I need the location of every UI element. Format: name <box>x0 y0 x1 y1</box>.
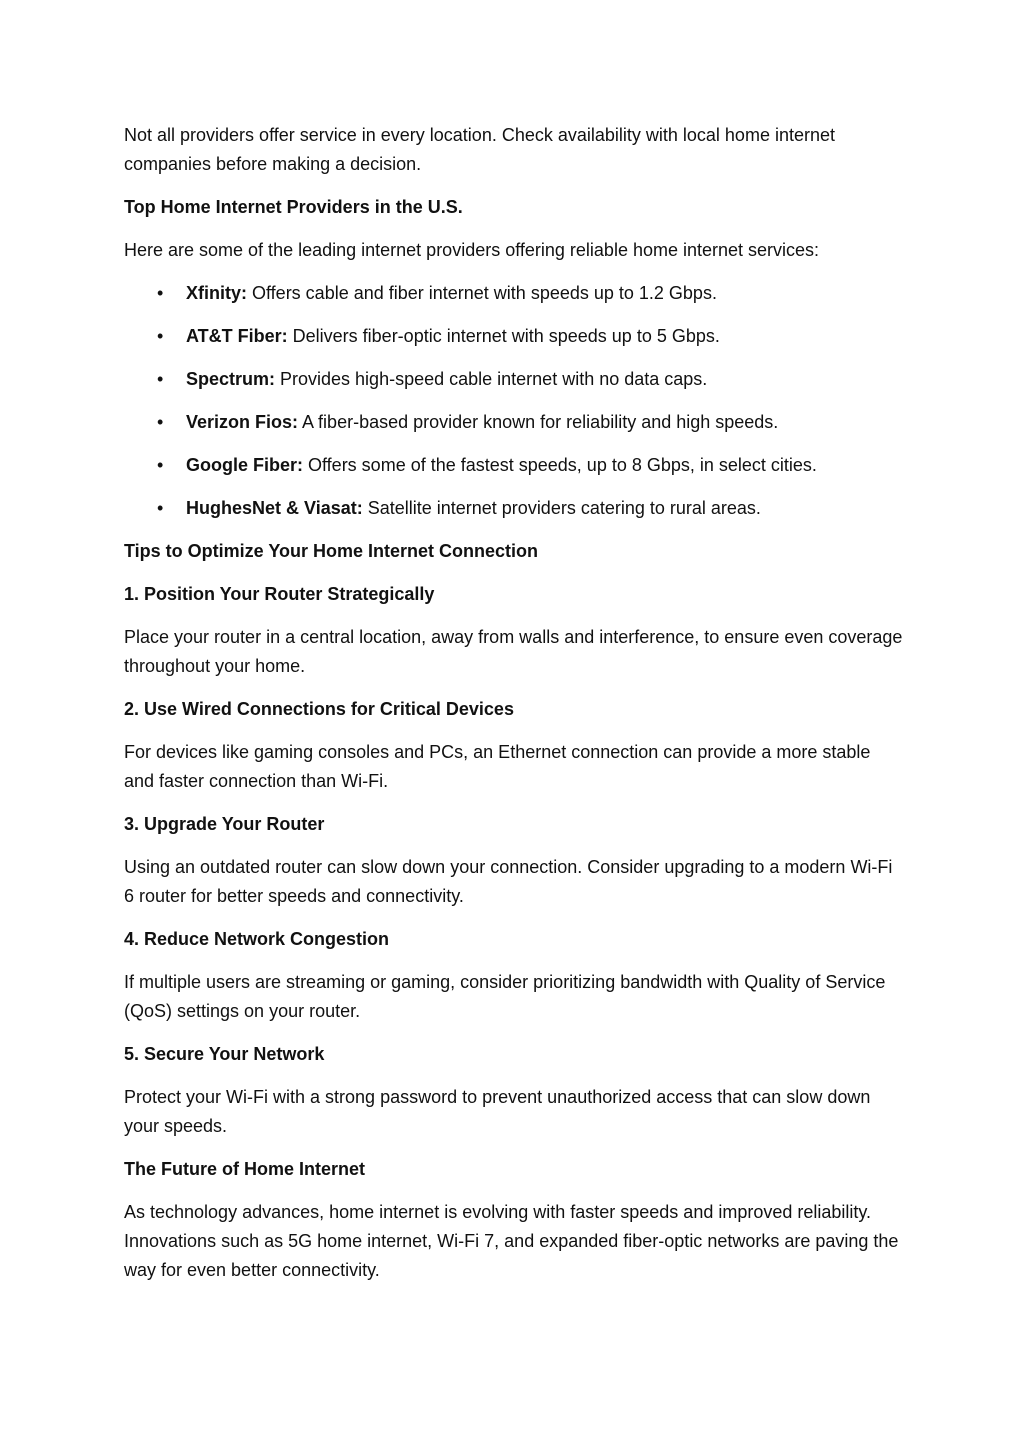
list-item <box>124 408 904 437</box>
tip-title: 5. Secure Your Network <box>124 1044 325 1064</box>
provider-desc: Provides high-speed cable internet with no data caps. <box>275 369 708 389</box>
provider-desc: Offers some of the fastest speeds, up to 8 Gbps, in select cities. <box>303 455 817 475</box>
list-item <box>124 494 904 523</box>
tip-title: 1. Position Your Router Strategically <box>124 584 435 604</box>
tip-body: Using an outdated router can slow down your connection. Consider upgrading to a modern Wi-Fi 6 router for better speeds and connectivity. <box>124 857 893 906</box>
tip-body: Protect your Wi-Fi with a strong password to prevent unauthorized access that can slow down your speeds. <box>124 1087 871 1136</box>
bullet-icon: • <box>157 326 164 346</box>
tip-title: 3. Upgrade Your Router <box>124 814 325 834</box>
bullet-icon: • <box>157 369 164 389</box>
provider-name: Xfinity: <box>186 283 247 303</box>
tip-body: For devices like gaming consoles and PCs, an Ethernet connection can provide a more stable and faster connection than Wi-Fi. <box>124 742 871 791</box>
document-page <box>124 121 904 1299</box>
intro-paragraph: Not all providers offer service in every location. Check availability with local home internet companies before making a decision. <box>124 125 835 174</box>
list-item <box>124 322 904 351</box>
tip-title: 2. Use Wired Connections for Critical Devices <box>124 699 514 719</box>
provider-desc: A fiber-based provider known for reliability and high speeds. <box>298 412 779 432</box>
list-item <box>124 279 904 308</box>
providers-lead: Here are some of the leading internet providers offering reliable home internet services: <box>124 240 820 260</box>
provider-desc: Satellite internet providers catering to rural areas. <box>362 498 761 518</box>
future-paragraph: As technology advances, home internet is evolving with faster speeds and improved reliability. Innovations such as 5G home internet, Wi-Fi 7, and expanded fiber-optic networks are paving the way for even better connectivity. <box>124 1202 899 1280</box>
providers-heading: Top Home Internet Providers in the U.S. <box>124 197 463 217</box>
tip-body: Place your router in a central location, away from walls and interference, to ensure even coverage throughout your home. <box>124 627 903 676</box>
tip-body: If multiple users are streaming or gaming, consider prioritizing bandwidth with Quality of Service (QoS) settings on your router. <box>124 972 886 1021</box>
bullet-icon: • <box>157 498 164 518</box>
provider-desc: Offers cable and fiber internet with speeds up to 1.2 Gbps. <box>247 283 717 303</box>
provider-name: HughesNet & Viasat: <box>186 498 363 518</box>
tip-title: 4. Reduce Network Congestion <box>124 929 390 949</box>
list-item <box>124 451 904 480</box>
bullet-icon: • <box>157 283 164 303</box>
tips-heading: Tips to Optimize Your Home Internet Connection <box>124 541 539 561</box>
provider-name: Verizon Fios: <box>186 412 299 432</box>
list-item <box>124 365 904 394</box>
future-heading: The Future of Home Internet <box>124 1159 366 1179</box>
provider-name: Google Fiber: <box>186 455 303 475</box>
bullet-icon: • <box>157 455 164 475</box>
provider-desc: Delivers fiber-optic internet with speeds up to 5 Gbps. <box>287 326 720 346</box>
provider-name: Spectrum: <box>186 369 276 389</box>
bullet-icon: • <box>157 412 164 432</box>
providers-list <box>124 279 904 523</box>
provider-name: AT&T Fiber: <box>186 326 288 346</box>
